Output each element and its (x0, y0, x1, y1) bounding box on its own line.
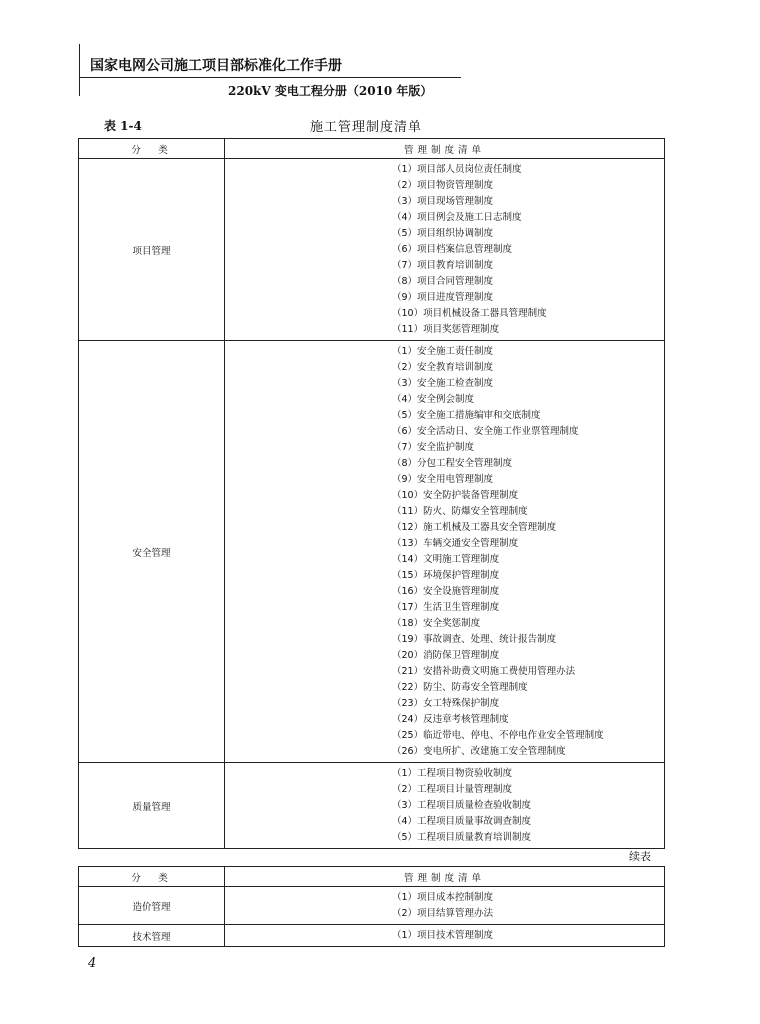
list-item: （6）项目档案信息管理制度 (392, 244, 513, 255)
list-item: （3）工程项目质量检查验收制度 (392, 800, 532, 811)
manual-title: 国家电网公司施工项目部标准化工作手册 (90, 58, 342, 74)
list-item: （5）项目组织协调制度 (392, 228, 494, 239)
list-item: （17）生活卫生管理制度 (392, 602, 500, 613)
list-item: （6）安全活动日、安全施工作业票管理制度 (392, 426, 579, 437)
items-cell (225, 763, 665, 849)
list-item: （26）变电所扩、改建施工安全管理制度 (392, 746, 566, 757)
list-item: （10）安全防护装备管理制度 (392, 490, 519, 501)
list-item: （4）工程项目质量事故调查制度 (392, 816, 532, 827)
list-item: （7）安全监护制度 (392, 442, 475, 453)
table-header-row (79, 139, 665, 159)
list-item: （4）项目例会及施工日志制度 (392, 212, 522, 223)
list-item: （10）项目机械设备工器具管理制度 (392, 308, 547, 319)
list-item: （18）安全奖惩制度 (392, 618, 481, 629)
category-cell: 质量管理 (79, 763, 225, 849)
list-item: （15）环境保护管理制度 (392, 570, 500, 581)
column-header-list: 管理制度清单 (225, 867, 665, 887)
list-item: （14）文明施工管理制度 (392, 554, 500, 565)
table-row (79, 925, 665, 947)
table-row (79, 341, 665, 763)
list-item: （9）安全用电管理制度 (392, 474, 494, 485)
table-row (79, 763, 665, 849)
list-item: （1）项目部人员岗位责任制度 (392, 164, 522, 175)
list-item: （5）工程项目质量教育培训制度 (392, 832, 532, 843)
list-item: （21）安措补助费文明施工费使用管理办法 (392, 666, 576, 677)
column-header-category: 分 类 (79, 867, 225, 887)
list-item: （16）安全设施管理制度 (392, 586, 500, 597)
list-item: （20）消防保卫管理制度 (392, 650, 500, 661)
items-cell (225, 925, 665, 947)
list-item: （19）事故调查、处理、统计报告制度 (392, 634, 557, 645)
list-item: （24）反违章考核管理制度 (392, 714, 509, 725)
list-item: （8）项目合同管理制度 (392, 276, 494, 287)
header-rule-horizontal (79, 77, 461, 78)
list-item: （25）临近带电、停电、不停电作业安全管理制度 (392, 730, 604, 741)
column-header-list: 管理制度清单 (225, 139, 665, 159)
list-item: （5）安全施工措施编审和交底制度 (392, 410, 541, 421)
volume-subtitle: 220kV 变电工程分册（2010 年版） (228, 84, 433, 98)
management-system-table (78, 138, 665, 849)
list-item: （12）施工机械及工器具安全管理制度 (392, 522, 557, 533)
list-item: （2）项目结算管理办法 (392, 908, 494, 919)
table-row (79, 159, 665, 341)
table-title: 施工管理制度清单 (310, 120, 423, 135)
list-item: （4）安全例会制度 (392, 394, 475, 405)
management-system-table-continued (78, 866, 665, 947)
list-item: （13）车辆交通安全管理制度 (392, 538, 519, 549)
list-item: （1）项目成本控制制度 (392, 892, 494, 903)
list-item: （2）工程项目计量管理制度 (392, 784, 513, 795)
page-number: 4 (88, 956, 97, 971)
list-item: （8）分包工程安全管理制度 (392, 458, 513, 469)
list-item: （22）防尘、防毒安全管理制度 (392, 682, 528, 693)
category-cell: 项目管理 (79, 159, 225, 341)
table-row (79, 887, 665, 925)
list-item: （1）项目技术管理制度 (392, 930, 494, 941)
list-item: （11）防火、防爆安全管理制度 (392, 506, 528, 517)
category-cell: 造价管理 (79, 887, 225, 925)
list-item: （3）项目现场管理制度 (392, 196, 494, 207)
category-cell: 安全管理 (79, 341, 225, 763)
category-cell: 技术管理 (79, 925, 225, 947)
list-item: （7）项目教育培训制度 (392, 260, 494, 271)
list-item: （2）项目物资管理制度 (392, 180, 494, 191)
table-number: 表 1-4 (104, 119, 142, 133)
list-item: （2）安全教育培训制度 (392, 362, 494, 373)
list-item: （3）安全施工检查制度 (392, 378, 494, 389)
list-item: （23）女工特殊保护制度 (392, 698, 500, 709)
list-item: （9）项目进度管理制度 (392, 292, 494, 303)
items-cell (225, 887, 665, 925)
header-rule-vertical (79, 44, 80, 96)
items-cell (225, 159, 665, 341)
list-item: （1）工程项目物资验收制度 (392, 768, 513, 779)
list-item: （1）安全施工责任制度 (392, 346, 494, 357)
column-header-category: 分 类 (79, 139, 225, 159)
items-cell (225, 341, 665, 763)
list-item: （11）项目奖惩管理制度 (392, 324, 500, 335)
table-header-row (79, 867, 665, 887)
continued-label: 续表 (629, 850, 651, 863)
